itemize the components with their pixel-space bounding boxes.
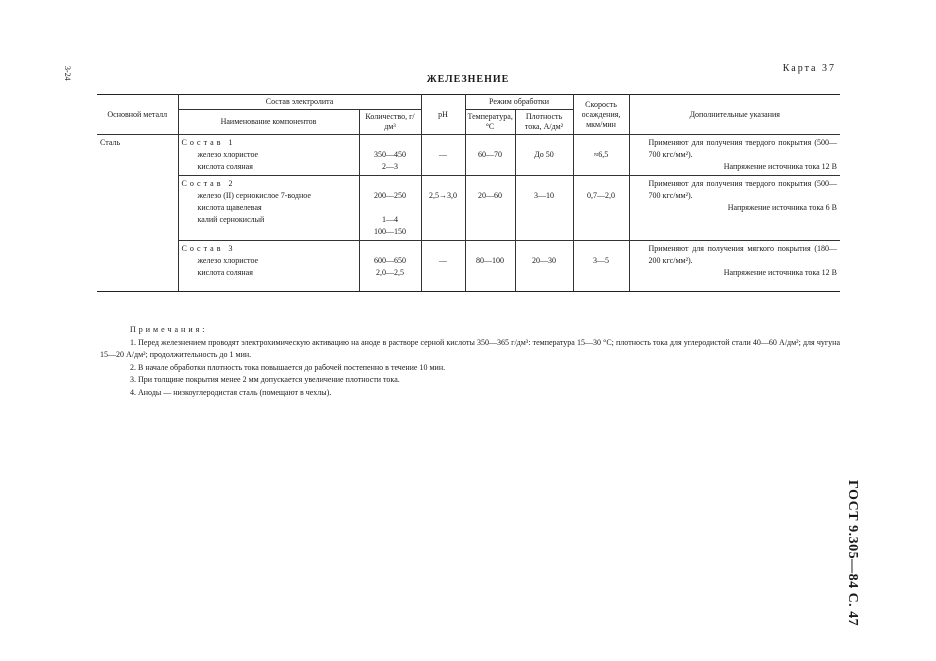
current-density-cell — [515, 241, 573, 292]
component-name: железо хлористое — [197, 150, 259, 159]
header-current-density: Плотность тока, А/дм² — [515, 110, 573, 135]
table-row — [97, 241, 840, 292]
additional-note: Напряжение источника тока 12 В — [723, 268, 838, 277]
quantity-value: 350—450 — [374, 150, 406, 159]
components-cell — [178, 176, 359, 241]
page-mark: 3-24 — [63, 66, 72, 81]
header-quantity: Количество, г/дм³ — [359, 110, 421, 135]
temperature-value: 20—60 — [478, 191, 502, 200]
quantity-value: 1—4 — [382, 215, 398, 224]
header-component-name: Наименование компонентов — [178, 110, 359, 135]
additional-cell — [629, 241, 840, 292]
additional-note: Применяют для получения твердого покрытия (500—700 кгс/мм²). — [648, 179, 838, 200]
components-cell — [178, 241, 359, 292]
current-density-cell — [515, 135, 573, 176]
speed-value: 3—5 — [593, 256, 610, 265]
header-additional: Дополнительные указания — [629, 95, 840, 135]
composition-label: Состав 1 — [181, 138, 236, 147]
notes-section — [100, 324, 840, 399]
metal-cell — [97, 176, 178, 241]
speed-value: ≈6,5 — [593, 150, 609, 159]
additional-note: Напряжение источника тока 12 В — [723, 162, 838, 171]
temperature-cell — [465, 176, 515, 241]
ph-cell — [421, 176, 465, 241]
component-name: железо (II) сернокислое 7-водное — [197, 191, 311, 200]
header-speed: Скорость осаждения, мкм/мин — [573, 95, 629, 135]
electrolyte-table — [97, 94, 840, 292]
ph-value: — — [439, 150, 447, 159]
quantities-cell — [359, 176, 421, 241]
temperature-cell — [465, 241, 515, 292]
note-item: 4. Аноды — низкоуглеродистая сталь (помещают в чехлы). — [130, 387, 332, 397]
composition-label: Состав 3 — [181, 244, 236, 253]
speed-cell — [573, 135, 629, 176]
card-label: Карта 37 — [782, 63, 836, 74]
ph-cell — [421, 135, 465, 176]
gost-footer: ГОСТ 9.305—84 С. 47 — [845, 480, 860, 627]
metal-cell — [97, 241, 178, 292]
header-base-metal: Основной металл — [97, 95, 178, 135]
temperature-value: 80—100 — [476, 256, 504, 265]
quantity-value: 200—250 — [374, 191, 406, 200]
components-cell — [178, 135, 359, 176]
component-name: кислота соляная — [197, 268, 253, 277]
quantity-value: 100—150 — [374, 227, 406, 236]
current-density-value: 3—10 — [534, 191, 554, 200]
quantity-value: 2—3 — [382, 162, 398, 171]
header-temperature: Температура, °С — [465, 110, 515, 135]
ph-value: 2,5→3,0 — [429, 191, 457, 200]
speed-cell — [573, 241, 629, 292]
additional-note: Применяют для получения твердого покрытия (500—700 кгс/мм²). — [648, 138, 838, 159]
component-name: калий сернокислый — [197, 215, 265, 224]
additional-cell — [629, 176, 840, 241]
header-ph: pH — [421, 95, 465, 135]
note-item: 1. Перед железнением проводят электрохимическую активацию на аноде в растворе серной кислоты 350—365 г/дм³: температура 15—30 °С; плотность тока для углеродистой стали 40—60 А/дм²; для чугуна 15—20 А/дм²; продолжительность до 1 мин. — [100, 337, 840, 359]
note-item: 3. При толщине покрытия менее 2 мм допускается увеличение плотности тока. — [130, 375, 400, 384]
additional-note: Напряжение источника тока 6 В — [727, 203, 838, 212]
table-row — [97, 135, 840, 176]
header-mode: Режим обработки — [465, 95, 573, 110]
notes-header: Примечания: — [130, 325, 208, 334]
current-density-value: До 50 — [534, 150, 554, 159]
quantities-cell — [359, 135, 421, 176]
component-name: кислота щавелевая — [197, 203, 262, 212]
quantities-cell — [359, 241, 421, 292]
composition-label: Состав 2 — [181, 179, 236, 188]
ph-value: — — [439, 256, 447, 265]
header-electrolyte: Состав электролита — [178, 95, 421, 110]
speed-cell — [573, 176, 629, 241]
speed-value: 0,7—2,0 — [587, 191, 616, 200]
additional-note: Применяют для получения мягкого покрытия (180—200 кгс/мм²). — [648, 244, 838, 265]
table-row — [97, 176, 840, 241]
ph-cell — [421, 241, 465, 292]
current-density-value: 20—30 — [532, 256, 556, 265]
metal-cell: Сталь — [97, 135, 178, 176]
quantity-value: 600—650 — [374, 256, 406, 265]
note-item: 2. В начале обработки плотность тока повышается до рабочей постепенно в течение 10 мин. — [130, 362, 446, 372]
temperature-cell — [465, 135, 515, 176]
additional-cell — [629, 135, 840, 176]
page-title: ЖЕЛЕЗНЕНИЕ — [426, 74, 510, 85]
component-name: кислота соляная — [197, 162, 253, 171]
current-density-cell — [515, 176, 573, 241]
quantity-value: 2,0—2,5 — [376, 268, 404, 277]
temperature-value: 60—70 — [478, 150, 502, 159]
component-name: железо хлористое — [197, 256, 259, 265]
